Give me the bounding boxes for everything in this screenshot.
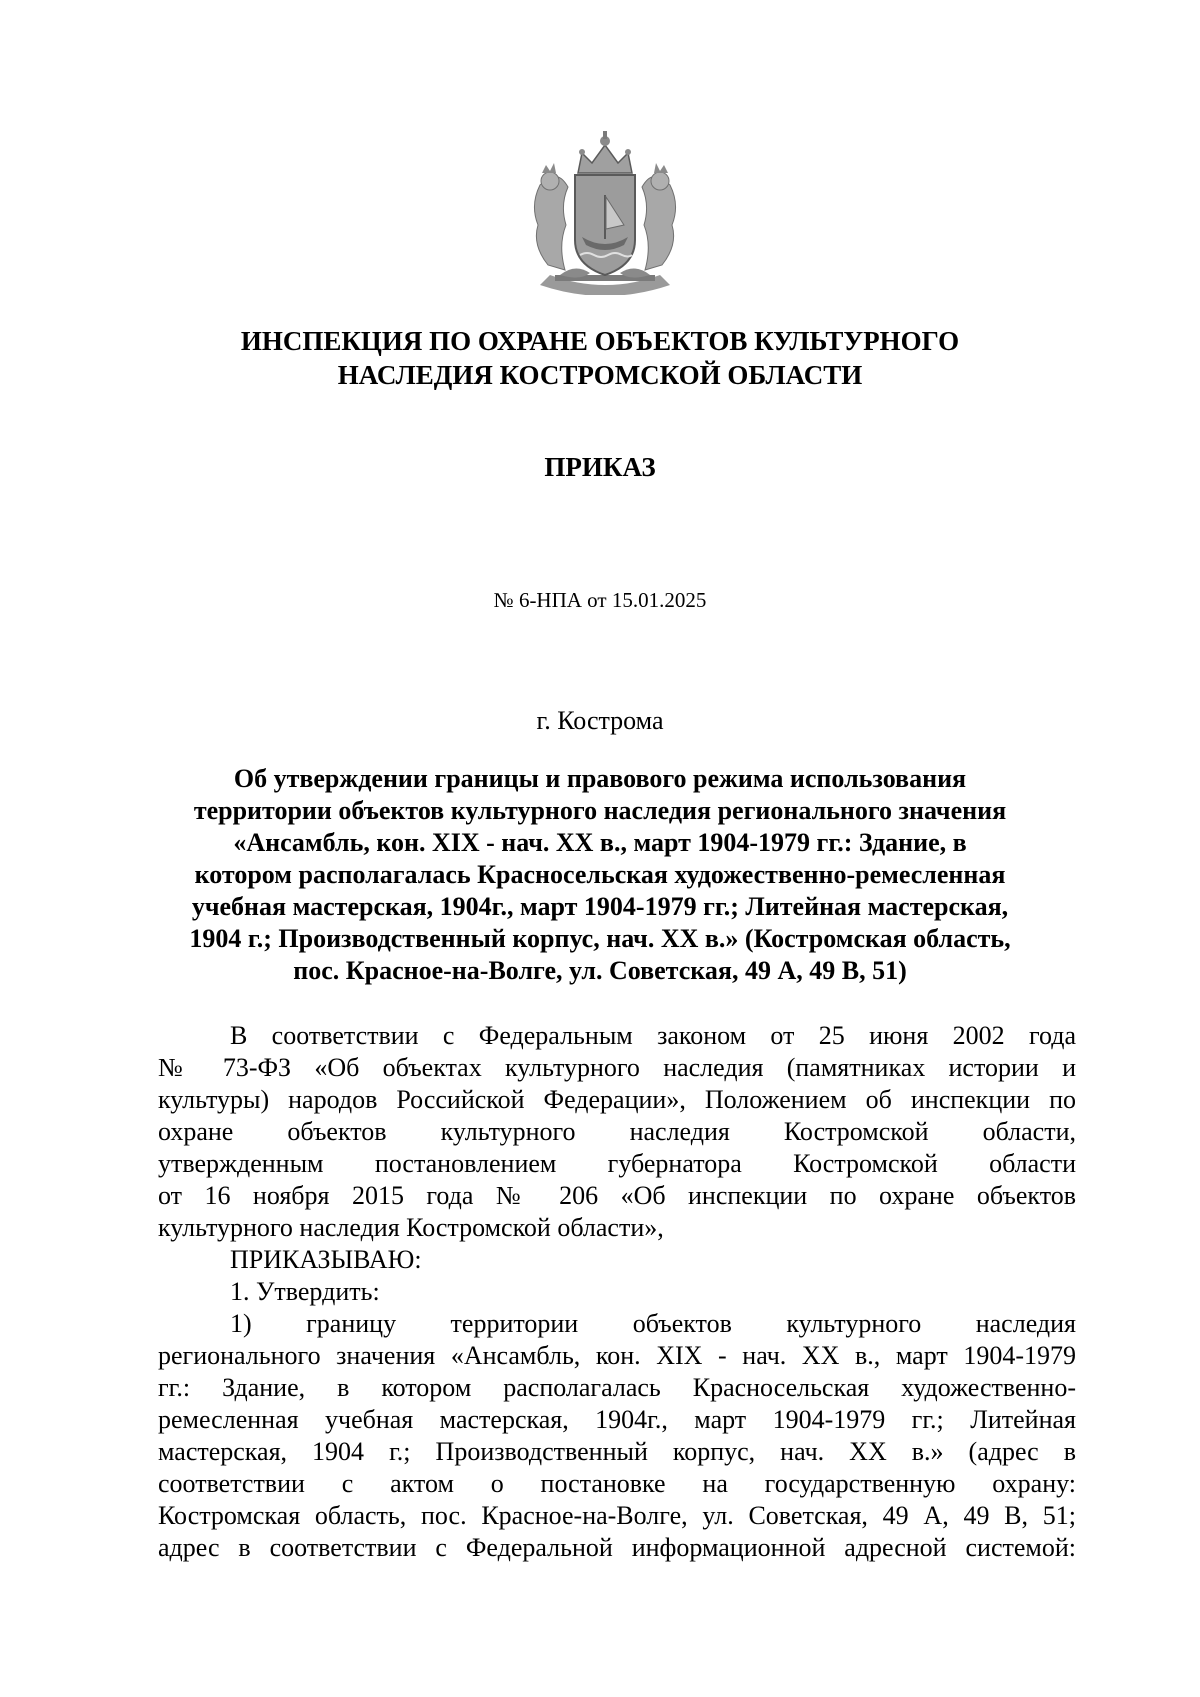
organization-title-line: НАСЛЕДИЯ КОСТРОМСКОЙ ОБЛАСТИ — [337, 360, 863, 390]
body-line: регионального значения «Ансамбль, кон. XIX - нач. XX в., март 1904-1979 — [158, 1341, 1076, 1370]
organization-title — [150, 324, 1050, 392]
order-subitem: 1) границу территории объектов культурного наследия — [230, 1309, 1076, 1338]
body-line: соответствии с актом о постановке на государственную охрану: — [158, 1469, 1076, 1498]
order-keyword: ПРИКАЗЫВАЮ: — [230, 1245, 422, 1274]
subject-line: «Ансамбль, кон. XIX - нач. XX в., март 1904-1979 гг.: Здание, в — [233, 828, 967, 857]
body-line: В соответствии с Федеральным законом от 25 июня 2002 года — [230, 1021, 1076, 1050]
subject-line: территории объектов культурного наследия регионального значения — [193, 796, 1007, 825]
subject-line: 1904 г.; Производственный корпус, нач. XX в.» (Костромская область, — [189, 924, 1011, 953]
body-line: охране объектов культурного наследия Костромской области, — [158, 1117, 1076, 1146]
subject-line: котором располагалась Красносельская художественно-ремесленная — [194, 860, 1006, 889]
subject-line: Об утверждении границы и правового режима использования — [233, 764, 967, 793]
body-line: культурного наследия Костромской области», — [158, 1213, 664, 1242]
body-line: Костромская область, пос. Красное-на-Волге, ул. Советская, 49 А, 49 В, 51; — [158, 1501, 1076, 1530]
body-line: утвержденным постановлением губернатора Костромской области — [158, 1149, 1076, 1178]
kostroma-coat-of-arms-icon — [520, 125, 690, 295]
document-number: № 6-НПА от 15.01.2025 — [493, 588, 707, 612]
body-line: от 16 ноября 2015 года № 206 «Об инспекции по охране объектов — [158, 1181, 1076, 1210]
organization-title-line: ИНСПЕКЦИЯ ПО ОХРАНЕ ОБЪЕКТОВ КУЛЬТУРНОГО — [240, 326, 960, 356]
body-line: мастерская, 1904 г.; Производственный корпус, нач. XX в.» (адрес в — [158, 1437, 1076, 1466]
body-line: гг.: Здание, в котором располагалась Красносельская художественно- — [158, 1373, 1076, 1402]
document-city: г. Кострома — [536, 706, 664, 735]
subject-line: учебная мастерская, 1904г., март 1904-1979 гг.; Литейная мастерская, — [191, 892, 1009, 921]
body-line: культуры) народов Российской Федерации», Положением об инспекции по — [158, 1085, 1076, 1114]
subject-line: пос. Красное-на-Волге, ул. Советская, 49 А, 49 В, 51) — [293, 956, 907, 985]
body-line: ремесленная учебная мастерская, 1904г., март 1904-1979 гг.; Литейная — [158, 1405, 1076, 1434]
document-type: ПРИКАЗ — [544, 452, 656, 482]
body-line: адрес в соответствии с Федеральной информационной адресной системой: — [158, 1533, 1076, 1562]
document-body — [158, 1020, 1076, 1564]
body-line: № 73-ФЗ «Об объектах культурного наследия (памятниках истории и — [158, 1053, 1076, 1082]
order-item: 1. Утвердить: — [230, 1277, 380, 1306]
document-subject — [150, 763, 1050, 987]
